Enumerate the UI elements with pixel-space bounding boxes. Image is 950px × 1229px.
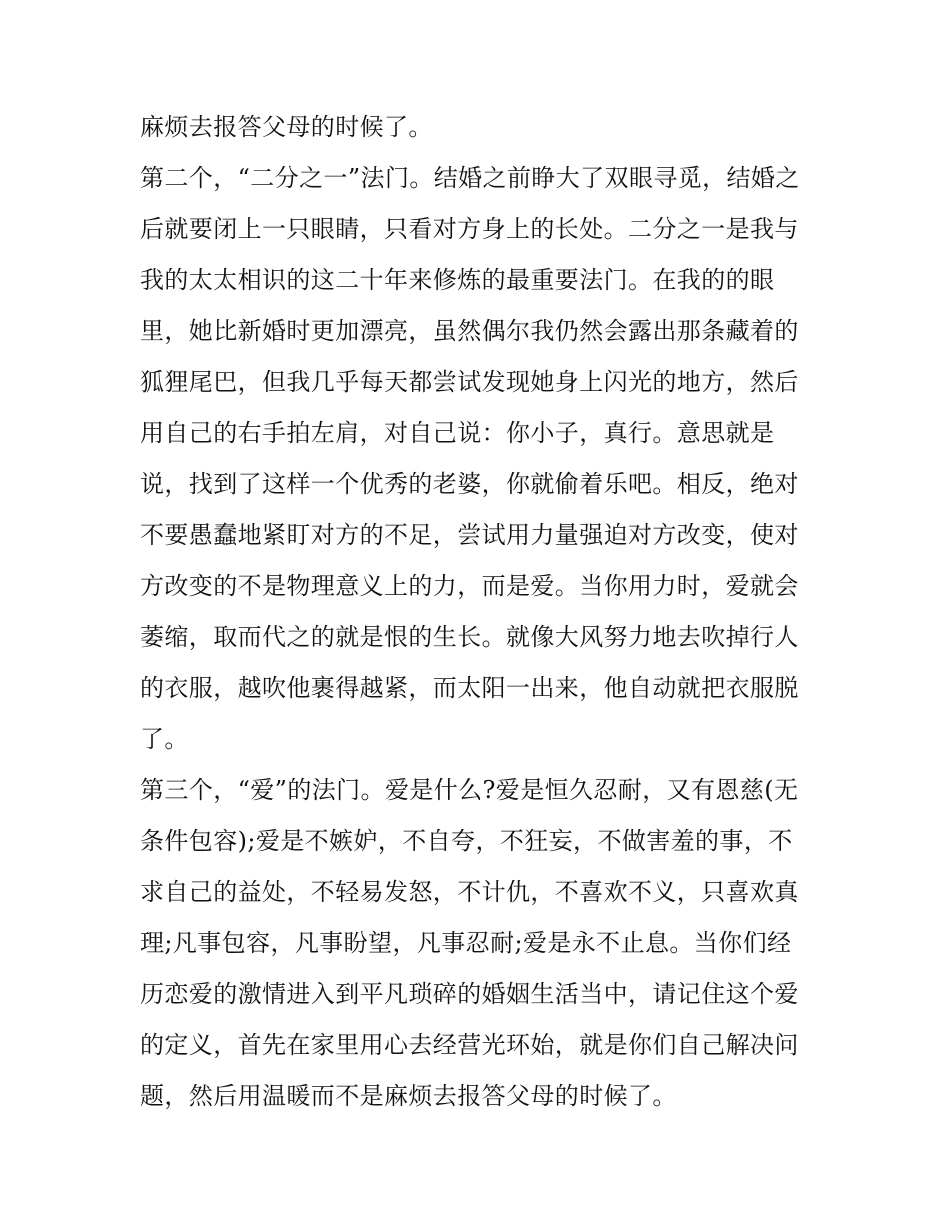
text-line: 第三个，“爱”的法门。爱是什么?爱是恒久忍耐，又有恩慈(无 bbox=[140, 776, 799, 804]
text-line: 我的太太相识的这二十年来修炼的最重要法门。在我的的眼 bbox=[140, 266, 775, 294]
text-line: 用自己的右手拍左肩，对自己说：你小子，真行。意思就是 bbox=[140, 419, 775, 447]
text-line: 不要愚蠢地紧盯对方的不足，尝试用力量强迫对方改变，使对 bbox=[140, 521, 799, 549]
text-line: 了。 bbox=[140, 725, 189, 753]
document-body bbox=[140, 102, 815, 1122]
text-line: 方改变的不是物理意义上的力，而是爱。当你用力时，爱就会 bbox=[140, 572, 799, 600]
text-line: 麻烦去报答父母的时候了。 bbox=[140, 113, 433, 141]
text-line: 后就要闭上一只眼睛，只看对方身上的长处。二分之一是我与 bbox=[140, 215, 799, 243]
text-line: 的衣服，越吹他裹得越紧，而太阳一出来，他自动就把衣服脱 bbox=[140, 674, 799, 702]
text-line: 狐狸尾巴，但我几乎每天都尝试发现她身上闪光的地方，然后 bbox=[140, 368, 799, 396]
text-line: 的定义，首先在家里用心去经营光环始，就是你们自己解决问 bbox=[140, 1031, 799, 1059]
text-line: 第二个，“二分之一”法门。结婚之前睁大了双眼寻觅，结婚之 bbox=[140, 164, 800, 192]
text-line: 说，找到了这样一个优秀的老婆，你就偷着乐吧。相反，绝对 bbox=[140, 470, 799, 498]
text-line: 历恋爱的激情进入到平凡琐碎的婚姻生活当中，请记住这个爱 bbox=[140, 980, 799, 1008]
text-line: 求自己的益处，不轻易发怒，不计仇，不喜欢不义，只喜欢真 bbox=[140, 878, 799, 906]
text-line: 条件包容);爱是不嫉妒，不自夸，不狂妄，不做害羞的事，不 bbox=[140, 827, 793, 855]
text-line: 题，然后用温暖而不是麻烦去报答父母的时候了。 bbox=[140, 1082, 677, 1110]
text-line: 里，她比新婚时更加漂亮，虽然偶尔我仍然会露出那条藏着的 bbox=[140, 317, 799, 345]
text-line: 理;凡事包容，凡事盼望，凡事忍耐;爱是永不止息。当你们经 bbox=[140, 929, 792, 957]
text-line: 萎缩，取而代之的就是恨的生长。就像大风努力地去吹掉行人 bbox=[140, 623, 799, 651]
